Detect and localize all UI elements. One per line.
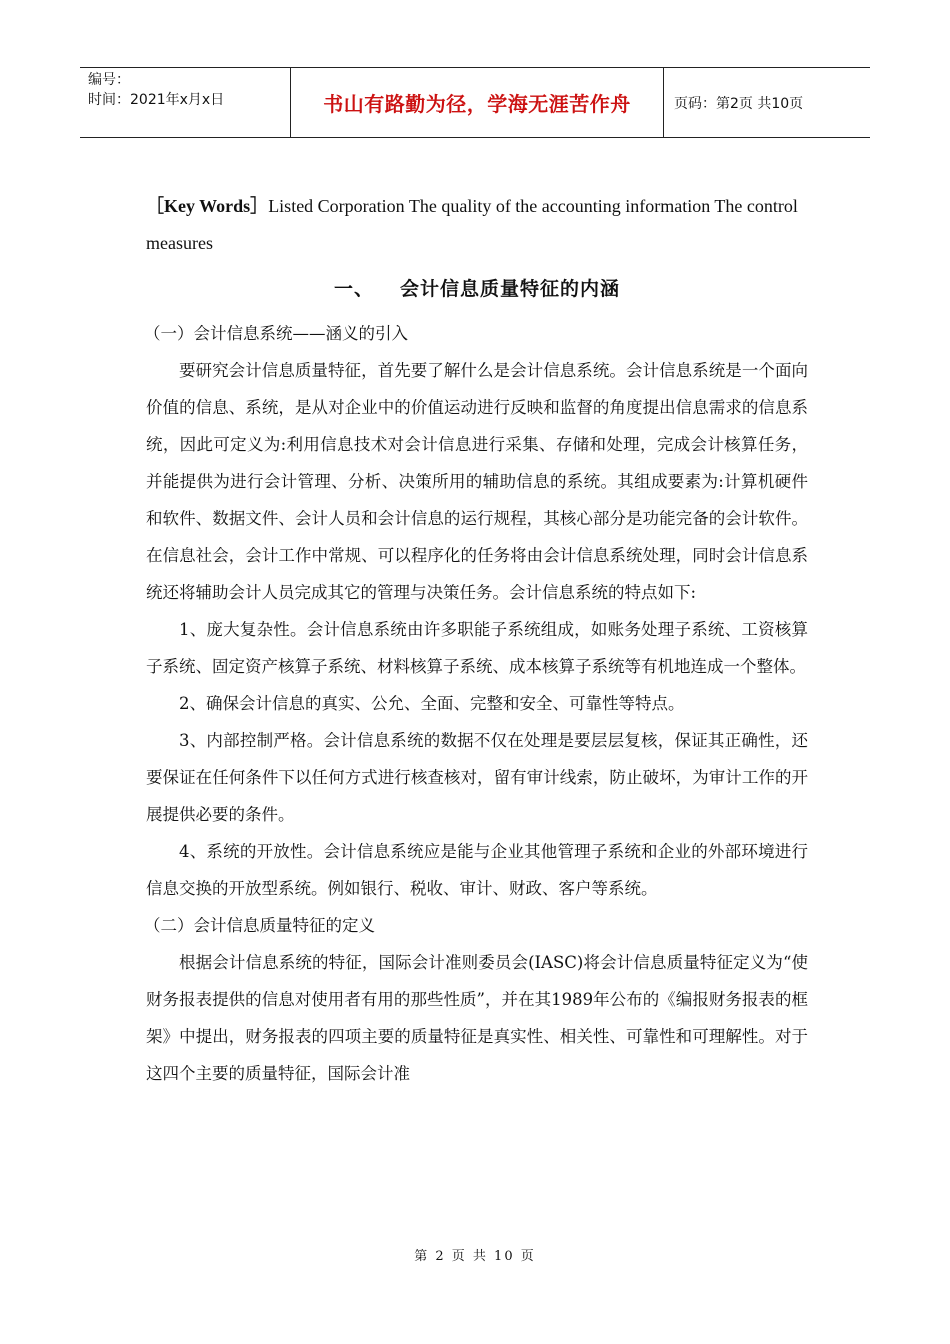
- subsection-heading-1: （一）会计信息系统——涵义的引入: [144, 324, 408, 343]
- list-item-3: 3、内部控制严格。会计信息系统的数据不仅在处理是要层层复核，保证其正确性，还要保证在任何条件下以任何方式进行核查核对，留有审计线索，防止破坏，为审计工作的开展提供必要的条件。: [146, 731, 808, 824]
- document-header: [80, 67, 870, 138]
- header-motto: 书山有路勤为径，学海无涯苦作舟: [291, 68, 664, 137]
- header-page-info: 页码：第2页 共10页: [674, 95, 804, 112]
- keywords: [146, 188, 808, 262]
- section-number: 一、: [333, 278, 374, 300]
- header-meta: [80, 68, 291, 137]
- section-heading: [146, 274, 808, 301]
- list-item-4: 4、系统的开放性。会计信息系统应是能与企业其他管理子系统和企业的外部环境进行信息交换的开放型系统。例如银行、税收、审计、财政、客户等系统。: [146, 842, 808, 898]
- keywords-text: Listed Corporation The quality of the accounting information The control measures: [146, 196, 798, 253]
- section-title: 会计信息质量特征的内涵: [400, 278, 621, 300]
- paragraph-intro: 要研究会计信息质量特征，首先要了解什么是会计信息系统。会计信息系统是一个面向价值的信息、系统，是从对企业中的价值运动进行反映和监督的角度提出信息需求的信息系统，因此可定义为:利用信息技术对会计信息进行采集、存储和处理，完成会计核算任务，并能提供为进行会计管理、分析、决策所用的辅助信息的系统。其组成要素为:计算机硬件和软件、数据文件、会计人员和会计信息的运行规程，其核心部分是功能完备的会计软件。在信息社会，会计工作中常规、可以程序化的任务将由会计信息系统处理，同时会计信息系统还将辅助会计人员完成其它的管理与决策任务。会计信息系统的特点如下:: [146, 361, 808, 602]
- page-footer: 第 2 页 共 10 页: [414, 1249, 536, 1264]
- date-label: 时间：2021年x月x日: [88, 92, 225, 108]
- keywords-label: ［Key Words］: [146, 196, 269, 216]
- subsection-heading-2: （二）会计信息质量特征的定义: [144, 916, 375, 935]
- list-item-1: 1、庞大复杂性。会计信息系统由许多职能子系统组成，如账务处理子系统、工资核算子系统、固定资产核算子系统、材料核算子系统、成本核算子系统等有机地连成一个整体。: [146, 620, 808, 676]
- document-body: [146, 188, 808, 1092]
- serial-number-label: 编号：: [88, 72, 130, 88]
- paragraph-definition: 根据会计信息系统的特征，国际会计准则委员会(IASC)将会计信息质量特征定义为“使财务报表提供的信息对使用者有用的那些性质”，并在其1989年公布的《编报财务报表的框架》中提出，财务报表的四项主要的质量特征是真实性、相关性、可靠性和可理解性。对于这四个主要的质量特征，国际会计准: [146, 953, 808, 1083]
- list-item-2: 2、确保会计信息的真实、公允、全面、完整和安全、可靠性等特点。: [179, 694, 685, 713]
